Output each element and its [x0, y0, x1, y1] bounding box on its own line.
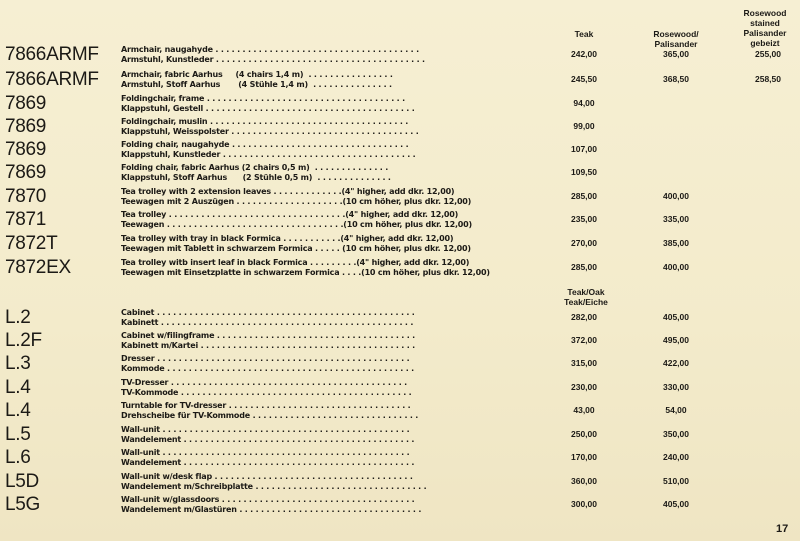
price-rosewood: 510,00 — [663, 476, 689, 486]
description-english: Wall-unit w/glassdoors . . . . . . . . . . . . . . . . . . . . . . . . . . . . . . . . . . . . — [121, 495, 415, 504]
model-code: L.4 — [5, 377, 31, 398]
page-number: 17 — [776, 523, 789, 535]
item-description — [121, 472, 426, 492]
item-description — [121, 401, 418, 421]
price-row — [0, 43, 800, 67]
description-german: Teewagen mit Einsetzplatte in schwarzem Formica . . . .(10 cm höher, plus dkr. 12,00) — [121, 268, 490, 277]
item-description — [121, 187, 471, 207]
item-description — [121, 210, 472, 230]
price-row — [0, 470, 800, 494]
price-row — [0, 161, 800, 185]
price-row — [0, 446, 800, 470]
price-teak: 270,00 — [571, 238, 597, 248]
model-code: 7869 — [5, 162, 47, 183]
model-code: L.4 — [5, 400, 31, 421]
item-description — [121, 425, 414, 445]
description-english: Tea trolley witb insert leaf in black Formica . . . . . . . . .(4" higher, add dkr. 12,00) — [121, 258, 470, 267]
price-row — [0, 208, 800, 232]
model-code: L.2 — [5, 307, 31, 328]
model-code: L.6 — [5, 447, 31, 468]
item-description — [121, 234, 471, 254]
price-rosewood: 54,00 — [665, 405, 687, 415]
price-row — [0, 493, 800, 517]
price-teak: 372,00 — [571, 335, 597, 345]
price-rosewood: 400,00 — [663, 191, 689, 201]
description-english: Foldingchair, muslin . . . . . . . . . . . . . . . . . . . . . . . . . . . . . . . . . . . . . — [121, 117, 409, 126]
description-german: Wandelement m/Glastüren . . . . . . . . . . . . . . . . . . . . . . . . . . . . . . . . . . — [121, 505, 422, 514]
price-rosewood: 405,00 — [663, 499, 689, 509]
item-description — [121, 45, 425, 65]
description-english: Foldingchair, frame . . . . . . . . . . . . . . . . . . . . . . . . . . . . . . . . . . . . . — [121, 94, 405, 103]
model-code: L5D — [5, 471, 39, 492]
description-english: Folding chair, naugahyde . . . . . . . . . . . . . . . . . . . . . . . . . . . . . . . . . — [121, 140, 409, 149]
price-teak: 235,00 — [571, 214, 597, 224]
model-code: 7872EX — [5, 257, 71, 278]
description-german: Klappstuhl, Weisspolster . . . . . . . . . . . . . . . . . . . . . . . . . . . . . . . . . . . — [121, 127, 419, 136]
price-teak: 107,00 — [571, 144, 597, 154]
model-code: 7869 — [5, 93, 47, 114]
item-description — [121, 378, 412, 398]
price-teak: 315,00 — [571, 358, 597, 368]
price-rosewood: 495,00 — [663, 335, 689, 345]
price-teak: 230,00 — [571, 382, 597, 392]
description-english: Wall-unit . . . . . . . . . . . . . . . . . . . . . . . . . . . . . . . . . . . . . . . . . . . . . . — [121, 448, 410, 457]
price-row — [0, 329, 800, 353]
price-teak: 285,00 — [571, 191, 597, 201]
price-row — [0, 185, 800, 209]
price-row — [0, 256, 800, 280]
description-german: Kommode . . . . . . . . . . . . . . . . . . . . . . . . . . . . . . . . . . . . . . . . . . . . . . — [121, 364, 414, 373]
description-german: Kabinett m/Kartei . . . . . . . . . . . . . . . . . . . . . . . . . . . . . . . . . . . . . . . . — [121, 341, 415, 350]
description-german: Drehscheibe für TV-Kommode . . . . . . . . . . . . . . . . . . . . . . . . . . . . . . . — [121, 411, 419, 420]
price-teak: 245,50 — [571, 74, 597, 84]
item-description — [121, 308, 415, 328]
item-description — [121, 163, 391, 183]
price-row — [0, 138, 800, 162]
price-row — [0, 423, 800, 447]
price-teak: 43,00 — [573, 405, 595, 415]
price-teak: 94,00 — [573, 98, 595, 108]
description-english: Tea trolley with 2 extension leaves . . . . . . . . . . . . .(4" higher, add dkr. 12,00) — [121, 187, 455, 196]
header-rosewood-stained: Rosewood stained Palisander gebeizt — [743, 8, 787, 48]
item-description — [121, 354, 414, 374]
description-english: Wall-unit . . . . . . . . . . . . . . . . . . . . . . . . . . . . . . . . . . . . . . . . . . . . . . — [121, 425, 410, 434]
price-teak: 99,00 — [573, 121, 595, 131]
description-german: Armstuhl, Stoff Aarhus (4 Stühle 1,4 m) . . . . . . . . . . . . . . . — [121, 80, 392, 89]
price-rosewood: 365,00 — [663, 49, 689, 59]
item-description — [121, 94, 415, 114]
description-german: Teewagen mit Tablett in schwarzem Formica . . . . . (10 cm höher, plus dkr. 12,00) — [121, 244, 471, 253]
price-teak: 170,00 — [571, 452, 597, 462]
price-rosewood-stained: 258,50 — [755, 74, 781, 84]
description-german: Klappstuhl, Gestell . . . . . . . . . . . . . . . . . . . . . . . . . . . . . . . . . . . . . . . — [121, 104, 415, 113]
description-german: Teewagen . . . . . . . . . . . . . . . . . . . . . . . . . . . . . . . . .(10 cm höher, plus dkr. 12,00) — [121, 220, 472, 229]
description-english: Cabinet w/filingframe . . . . . . . . . . . . . . . . . . . . . . . . . . . . . . . . . . . . . — [121, 331, 415, 340]
description-english: Wall-unit w/desk flap . . . . . . . . . . . . . . . . . . . . . . . . . . . . . . . . . . . . . — [121, 472, 413, 481]
model-code: 7866ARMF — [5, 69, 99, 90]
description-english: Turntable for TV-dresser . . . . . . . . . . . . . . . . . . . . . . . . . . . . . . . . . . — [121, 401, 411, 410]
price-rosewood: 422,00 — [663, 358, 689, 368]
header-rosewood: Rosewood/ Palisander — [653, 29, 699, 49]
description-english: Armchair, fabric Aarhus (4 chairs 1,4 m) . . . . . . . . . . . . . . . . — [121, 70, 393, 79]
model-code: 7870 — [5, 186, 47, 207]
price-rosewood: 330,00 — [663, 382, 689, 392]
model-code: L.3 — [5, 353, 31, 374]
description-german: Klappstuhl, Stoff Aarhus (2 Stühle 0,5 m) . . . . . . . . . . . . . . — [121, 173, 391, 182]
price-teak: 250,00 — [571, 429, 597, 439]
price-teak: 360,00 — [571, 476, 597, 486]
description-english: Cabinet . . . . . . . . . . . . . . . . . . . . . . . . . . . . . . . . . . . . . . . . . . . . . . . . — [121, 308, 415, 317]
description-german: Armstuhl, Kunstleder . . . . . . . . . . . . . . . . . . . . . . . . . . . . . . . . . . . . . . . — [121, 55, 425, 64]
model-code: L.5 — [5, 424, 31, 445]
description-german: Wandelement . . . . . . . . . . . . . . . . . . . . . . . . . . . . . . . . . . . . . . . . . . . — [121, 435, 415, 444]
price-row — [0, 352, 800, 376]
item-description — [121, 117, 419, 137]
price-row — [0, 68, 800, 92]
item-description — [121, 448, 414, 468]
price-rosewood-stained: 255,00 — [755, 49, 781, 59]
description-english: Tea trolley . . . . . . . . . . . . . . . . . . . . . . . . . . . . . . . . .(4" higher, add dkr. 12,00) — [121, 210, 459, 219]
price-teak: 300,00 — [571, 499, 597, 509]
description-german: Wandelement . . . . . . . . . . . . . . . . . . . . . . . . . . . . . . . . . . . . . . . . . . . — [121, 458, 415, 467]
description-english: TV-Dresser . . . . . . . . . . . . . . . . . . . . . . . . . . . . . . . . . . . . . . . . . . . . — [121, 378, 407, 387]
price-rosewood: 240,00 — [663, 452, 689, 462]
price-rosewood: 335,00 — [663, 214, 689, 224]
model-code: L.2F — [5, 330, 42, 351]
header-teak-oak: Teak/Oak Teak/Eiche — [564, 287, 608, 307]
description-german: TV-Kommode . . . . . . . . . . . . . . . . . . . . . . . . . . . . . . . . . . . . . . . . . . . — [121, 388, 412, 397]
price-teak: 285,00 — [571, 262, 597, 272]
model-code: 7871 — [5, 209, 47, 230]
price-row — [0, 399, 800, 423]
description-german: Klappstuhl, Kunstleder . . . . . . . . . . . . . . . . . . . . . . . . . . . . . . . . . . . . — [121, 150, 416, 159]
price-row — [0, 115, 800, 139]
price-row — [0, 232, 800, 256]
item-description — [121, 140, 416, 160]
price-rosewood: 385,00 — [663, 238, 689, 248]
price-teak: 282,00 — [571, 312, 597, 322]
item-description — [121, 258, 490, 278]
price-rosewood: 368,50 — [663, 74, 689, 84]
description-german: Wandelement m/Schreibplatte . . . . . . . . . . . . . . . . . . . . . . . . . . . . . . . . — [121, 482, 427, 491]
model-code: 7869 — [5, 116, 47, 137]
price-rosewood: 400,00 — [663, 262, 689, 272]
model-code: 7866ARMF — [5, 44, 99, 65]
item-description — [121, 70, 393, 90]
item-description — [121, 495, 421, 515]
price-rosewood: 350,00 — [663, 429, 689, 439]
model-code: 7869 — [5, 139, 47, 160]
header-teak: Teak — [574, 29, 594, 39]
price-rosewood: 405,00 — [663, 312, 689, 322]
description-english: Armchair, naugahyde . . . . . . . . . . . . . . . . . . . . . . . . . . . . . . . . . . . . . . — [121, 45, 419, 54]
item-description — [121, 331, 415, 351]
description-english: Folding chair, fabric Aarhus (2 chairs 0,5 m) . . . . . . . . . . . . . . — [121, 163, 389, 172]
model-code: 7872T — [5, 233, 58, 254]
model-code: L5G — [5, 494, 41, 515]
description-german: Kabinett . . . . . . . . . . . . . . . . . . . . . . . . . . . . . . . . . . . . . . . . . . . . . . . — [121, 318, 414, 327]
price-row — [0, 92, 800, 116]
price-teak: 109,50 — [571, 167, 597, 177]
price-row — [0, 376, 800, 400]
description-german: Teewagen mit 2 Auszügen . . . . . . . . . . . . . . . . . . . .(10 cm höher, plus dkr. 12,00) — [121, 197, 472, 206]
description-english: Tea trolley with tray in black Formica . . . . . . . . . . .(4" higher, add dkr. 12,00) — [121, 234, 454, 243]
description-english: Dresser . . . . . . . . . . . . . . . . . . . . . . . . . . . . . . . . . . . . . . . . . . . . . . . — [121, 354, 410, 363]
price-teak: 242,00 — [571, 49, 597, 59]
price-row — [0, 306, 800, 330]
